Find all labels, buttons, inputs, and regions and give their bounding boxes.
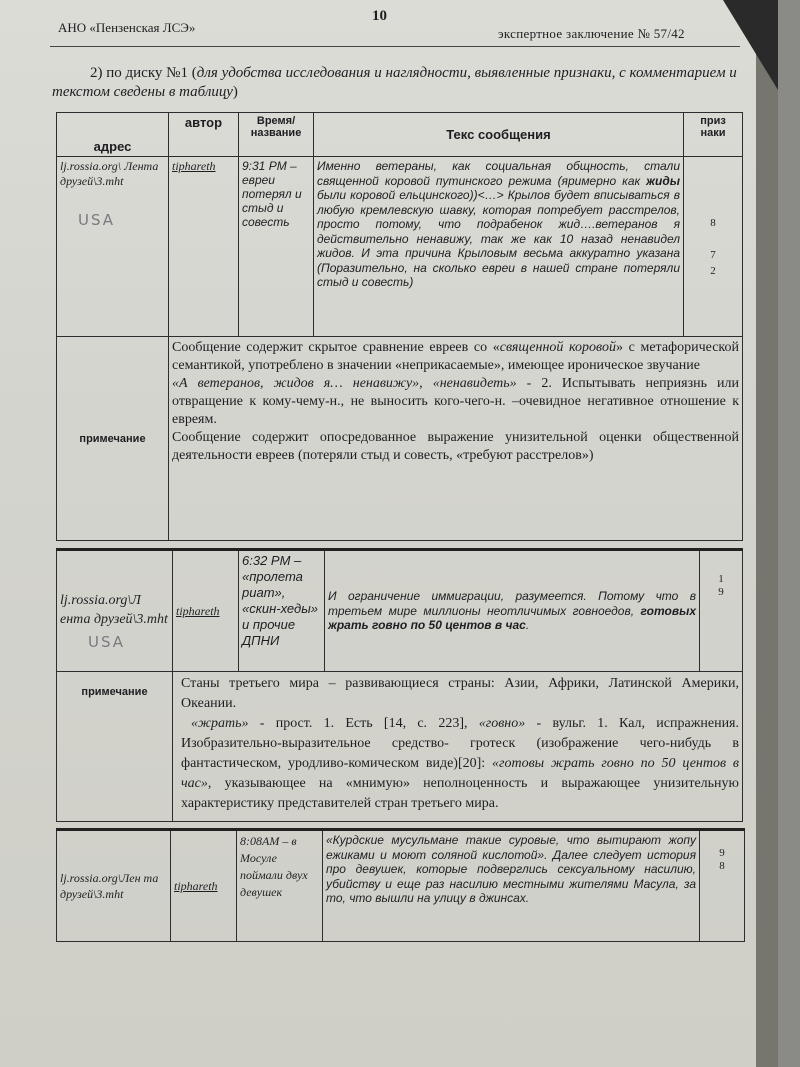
row2-note-label: примечание [57, 672, 173, 822]
analysis-table-3 [56, 828, 745, 942]
row2-note-p2a: - прост. 1. Есть [14, с. 223], [248, 716, 479, 731]
intro-tail: ) [232, 84, 238, 100]
row1-handwritten-note: USA [78, 211, 116, 229]
row2-note-p2i3: «готовы жрать говно по 50 центов в час» [181, 756, 739, 791]
row1-message-a: Именно ветераны, как социальная общность, стали священной коровой путинского режима (яримерно как [317, 159, 680, 188]
row1-signs [684, 157, 743, 337]
note-row [57, 672, 743, 822]
row1-note-p1 [172, 339, 739, 375]
row1-note-p2b: - 2. Испытывать неприязнь или отвращение к кому-чему-н., не выносить кого-чего-н. –очевидное негативное отношение к евреям. [172, 376, 739, 427]
row1-note-p1b: » с метафорической семантикой, употреблено в значении «неприкасаемые», имеющее ироническое звучание [172, 340, 740, 373]
row2-note-p2b: - вульг. 1. Кал, испражнения. Изобразительно-выразительное средство- гротеск (изображение чего-нибудь в фантастическом, уродливо-комическом виде)[20]: [181, 716, 740, 771]
page-number: 10 [372, 8, 387, 24]
row1-note-p2 [172, 375, 739, 429]
row1-author: tiphareth [169, 157, 239, 337]
row1-sign: 2 [710, 264, 716, 277]
row3-sign: 9 [719, 847, 725, 859]
header-rule [50, 46, 740, 47]
row2-message [325, 550, 700, 672]
row2-address: lj.rossia.org\Л ента друзей\3.mht [60, 593, 168, 627]
row1-sign: 8 [710, 216, 716, 229]
row3-address-cell [57, 830, 171, 942]
header-time: Время/ название [239, 113, 314, 157]
row1-message [314, 157, 684, 337]
table-row [57, 157, 743, 337]
row1-message-b: были коровой ельцинского))<…> Крылов будет вписываться в любую кремлевскую шавку, которая потребует расстрелов, просто потому, что подрабенок жид….ветеранов я действительно ненавижу, так же как 10 назад ненавидел жидов. И эта причина Крыловым весьма аккуратно указана (Поразительно, на сколько евреи в нашей стране потеряли стыд и совесть) [317, 188, 680, 289]
intro-paragraph [52, 64, 742, 102]
row2-handwritten-note: USA [88, 633, 126, 651]
header-address: адрес [57, 113, 169, 157]
analysis-table-2 [56, 548, 743, 822]
header-author: автор [169, 113, 239, 157]
row2-note-p2i2: «говно» [478, 716, 526, 731]
page-edge [756, 0, 778, 1067]
row1-sign: 7 [710, 248, 716, 261]
row1-note-p1a: Сообщение содержит скрытое сравнение евреев со « [172, 340, 500, 355]
intro-italic: для удобства исследования и наглядности, выявленные признаки, с комментарием и текстом сведены в таблицу [52, 65, 737, 100]
row2-note-p2i1: «жрать» [191, 716, 249, 731]
row2-message-bold: готовых жрать говно по 50 центов в час [328, 603, 696, 633]
row1-address: lj.rossia.org\ Лента друзей\3.mht [60, 159, 159, 188]
row3-address: lj.rossia.org\Лен та друзей\3.mht [60, 871, 159, 901]
conclusion-number: экспертное заключение № 57/42 [498, 26, 685, 41]
row1-note-label: примечание [57, 337, 169, 541]
row1-note [169, 337, 743, 541]
row2-note-p2c: , указывающее на «мнимую» неполноценность и выражающее унизительную характеристику представителей стран третьего мира. [181, 776, 739, 811]
analysis-table-1 [56, 112, 743, 541]
row2-address-cell [57, 550, 173, 672]
row1-message-bold: жиды [646, 173, 680, 188]
row1-time: 9:31 PM – евреи потерял и стыд и совесть [239, 157, 314, 337]
table-row [57, 830, 745, 942]
row3-author: tiphareth [171, 830, 237, 942]
header-text: Текс сообщения [314, 113, 684, 157]
row2-time: 6:32 PM – «пролета риат», «скин-хеды» и прочие ДПНИ [239, 550, 325, 672]
row2-message-b: . [525, 618, 530, 633]
header-signs: приз наки [684, 113, 743, 157]
row2-note-p1: Станы третьего мира – развивающиеся страны: Азии, Африки, Латинской Америки, Океании. [181, 676, 739, 711]
row3-message: «Курдские мусульмане такие суровые, что вытирают жопу ежиками и моют соляной кислотой». Далее следует история про девушек, которые подверглись сексуальному насилию, убийству и еще раз насилию местными жителями Масула, за то, что вышли на улицу в джинсах. [323, 830, 700, 942]
row3-time: 8:08AM – в Мосуле поймали двух девушек [237, 830, 323, 942]
intro-lead: 2) по диску №1 ( [90, 65, 197, 81]
row3-signs [700, 830, 745, 942]
page-header [40, 8, 730, 48]
table-row [57, 550, 743, 672]
row1-note-p2i: «А ветеранов, жидов я… ненавижу», «ненавидеть» [172, 376, 517, 391]
organization-name: АНО «Пензенская ЛСЭ» [58, 20, 196, 35]
row2-message-a: И ограничение иммиграции, разумеется. Потому что в третьем мире миллионы неотличимых говноедов, [328, 589, 696, 618]
row1-address-cell [57, 157, 169, 337]
row1-note-p1i: священной коровой [499, 340, 616, 355]
row3-sign: 8 [719, 860, 725, 872]
row2-note-p2 [181, 714, 739, 814]
row2-note [173, 672, 743, 822]
row2-sign: 9 [718, 586, 724, 598]
row2-author: tiphareth [173, 550, 239, 672]
note-row [57, 337, 743, 541]
row2-signs [700, 550, 743, 672]
row1-note-p3: Сообщение содержит опосредованное выражение унизительной оценки общественной деятельности евреев (потеряли стыд и совесть, «требуют расстрелов») [172, 430, 739, 463]
table-header-row [57, 113, 743, 157]
row2-sign: 1 [718, 573, 724, 585]
